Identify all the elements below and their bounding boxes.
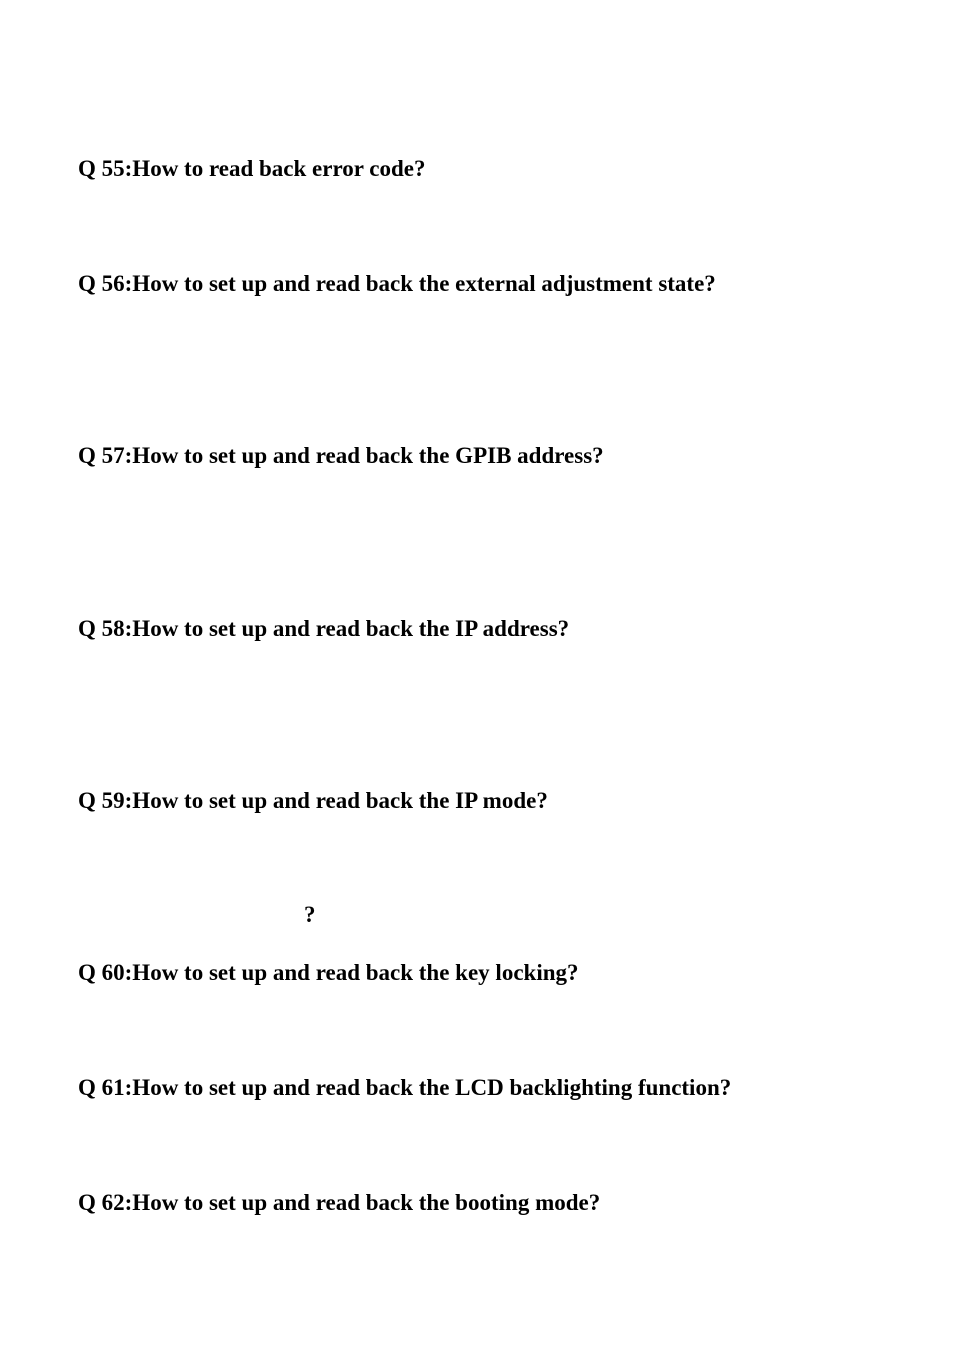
question-62-heading: Q 62:How to set up and read back the booting mode? xyxy=(78,1190,601,1215)
question-58-heading: Q 58:How to set up and read back the IP address? xyxy=(78,616,570,641)
question-56-heading: Q 56:How to set up and read back the external adjustment state? xyxy=(78,271,716,296)
question-57-heading: Q 57:How to set up and read back the GPIB address? xyxy=(78,443,604,468)
question-60-heading: Q 60:How to set up and read back the key locking? xyxy=(78,960,579,985)
question-61-heading: Q 61:How to set up and read back the LCD backlighting function? xyxy=(78,1075,732,1100)
stray-question-mark: ? xyxy=(304,902,316,927)
question-59-heading: Q 59:How to set up and read back the IP mode? xyxy=(78,788,548,813)
question-55-heading: Q 55:How to read back error code? xyxy=(78,156,426,181)
